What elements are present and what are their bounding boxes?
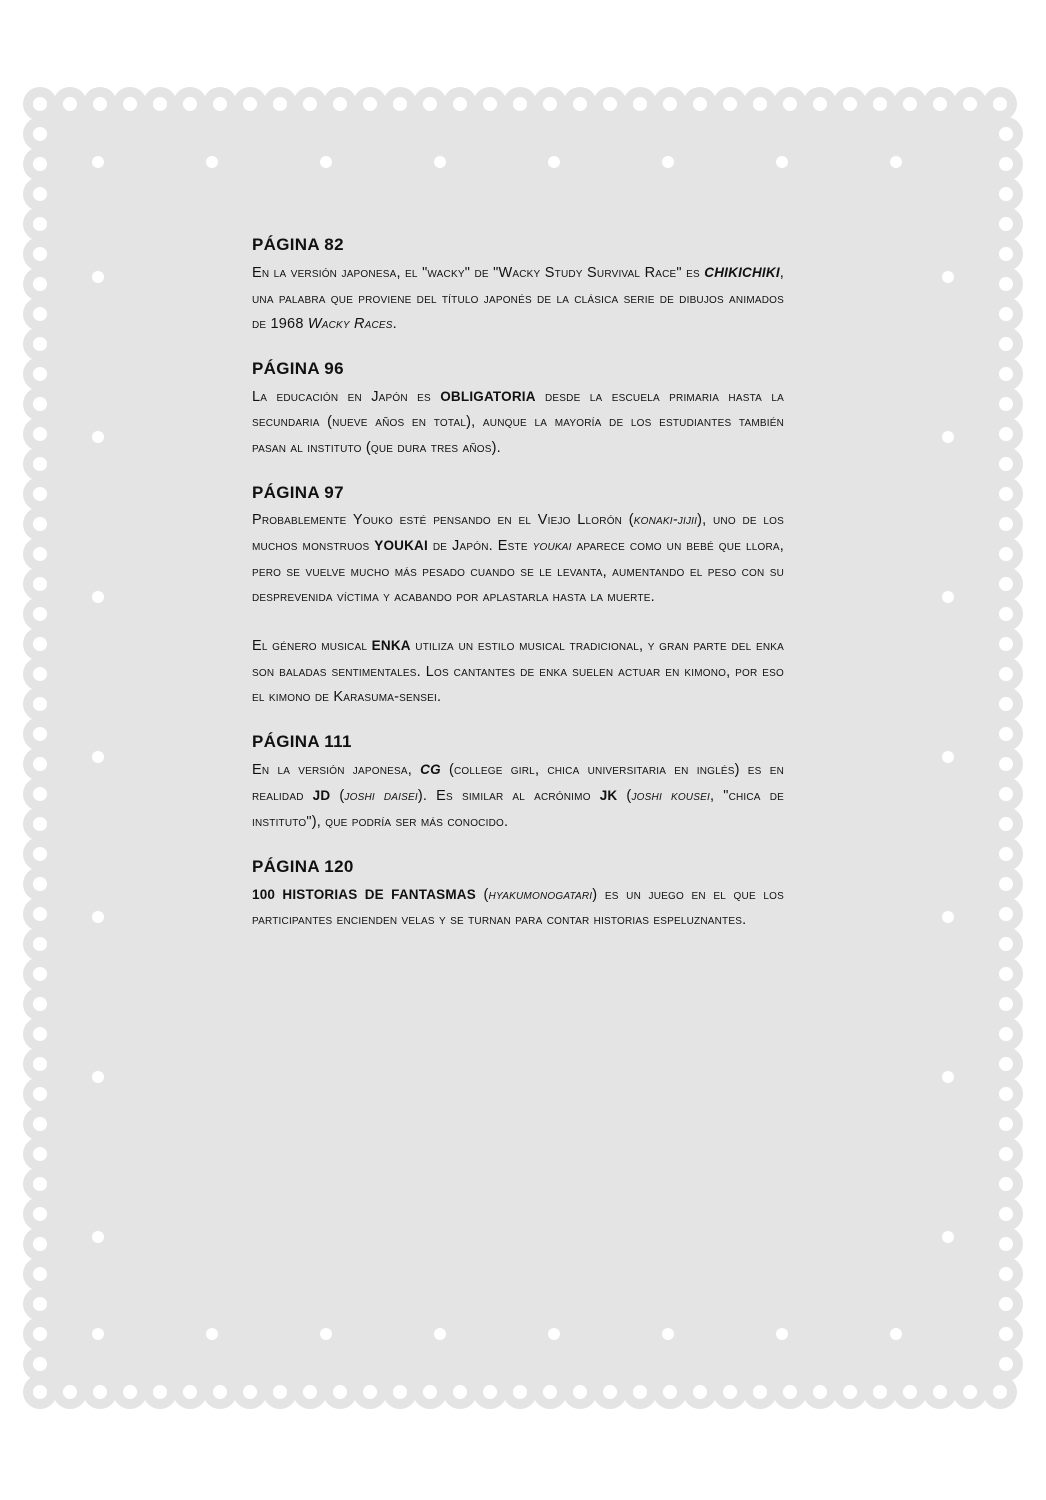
text-run: El género musical xyxy=(252,637,372,654)
eyelet-hole xyxy=(33,1327,47,1341)
text-run: , una palabra que proviene del título japonés de la clásica serie de dibujos animados de 1968 xyxy=(252,265,784,333)
eyelet-hole xyxy=(999,487,1013,501)
eyelet-hole xyxy=(33,727,47,741)
eyelet-hole xyxy=(942,431,954,443)
eyelet-hole xyxy=(999,667,1013,681)
note-section xyxy=(252,234,784,338)
eyelet-hole xyxy=(890,156,902,168)
eyelet-hole xyxy=(33,217,47,231)
eyelet-hole xyxy=(92,1231,104,1243)
eyelet-hole xyxy=(92,591,104,603)
eyelet-hole xyxy=(999,277,1013,291)
eyelet-hole xyxy=(999,607,1013,621)
eyelet-hole xyxy=(783,1385,797,1399)
eyelet-hole xyxy=(693,1385,707,1399)
section-heading: PÁGINA 82 xyxy=(252,235,344,254)
text-run: , "chica de instituto"), que podría ser más conocido. xyxy=(252,788,785,830)
eyelet-hole xyxy=(662,1328,674,1340)
text-run: desde la escuela primaria hasta la secundaria (nueve años en total), aunque la mayoría de los estudiantes también pasan al instituto (que dura tres años). xyxy=(252,388,784,456)
eyelet-hole xyxy=(33,997,47,1011)
eyelet-hole xyxy=(320,156,332,168)
eyelet-hole xyxy=(213,97,227,111)
eyelet-hole xyxy=(303,1385,317,1399)
eyelet-hole xyxy=(33,277,47,291)
eyelet-hole xyxy=(993,97,1007,111)
eyelet-hole xyxy=(813,1385,827,1399)
eyelet-hole xyxy=(776,1328,788,1340)
eyelet-hole xyxy=(843,97,857,111)
eyelet-hole xyxy=(33,337,47,351)
eyelet-hole xyxy=(543,97,557,111)
eyelet-hole xyxy=(999,547,1013,561)
eyelet-hole xyxy=(873,1385,887,1399)
eyelet-hole xyxy=(573,1385,587,1399)
eyelet-hole xyxy=(999,577,1013,591)
eyelet-hole xyxy=(243,1385,257,1399)
text-run: utiliza un estilo musical tradicional, y gran parte del enka son baladas sentimentales. Los cantantes de enka suelen actuar en kimono, por eso el kimono de Karasuma-sensei. xyxy=(252,637,784,706)
eyelet-hole xyxy=(942,271,954,283)
eyelet-hole xyxy=(753,97,767,111)
eyelet-hole xyxy=(999,337,1013,351)
eyelet-hole xyxy=(999,367,1013,381)
eyelet-hole xyxy=(153,1385,167,1399)
eyelet-hole xyxy=(33,97,47,111)
eyelet-hole xyxy=(453,97,467,111)
eyelet-hole xyxy=(33,247,47,261)
eyelet-hole xyxy=(123,97,137,111)
text-run: En la versión japonesa, xyxy=(252,761,421,778)
eyelet-hole xyxy=(33,667,47,681)
eyelet-hole xyxy=(33,757,47,771)
eyelet-hole xyxy=(999,1177,1013,1191)
text-run: ( xyxy=(617,788,632,805)
eyelet-hole xyxy=(93,97,107,111)
eyelet-hole xyxy=(999,187,1013,201)
section-heading: PÁGINA 96 xyxy=(252,358,344,378)
text-run: La educación en Japón es xyxy=(252,388,441,405)
eyelet-hole xyxy=(33,1297,47,1311)
eyelet-hole xyxy=(92,751,104,763)
emphasis-term: youkai xyxy=(532,538,572,555)
eyelet-hole xyxy=(320,1328,332,1340)
eyelet-hole xyxy=(999,937,1013,951)
eyelet-hole xyxy=(903,1385,917,1399)
emphasis-term: 100 HISTORIAS DE FANTASMAS xyxy=(252,886,476,902)
eyelet-hole xyxy=(33,907,47,921)
eyelet-hole xyxy=(33,1237,47,1251)
eyelet-hole xyxy=(999,1327,1013,1341)
eyelet-hole xyxy=(942,751,954,763)
eyelet-hole xyxy=(206,156,218,168)
eyelet-hole xyxy=(999,157,1013,171)
eyelet-hole xyxy=(33,967,47,981)
eyelet-hole xyxy=(33,1087,47,1101)
eyelet-hole xyxy=(999,457,1013,471)
eyelet-hole xyxy=(999,1147,1013,1161)
note-paragraph xyxy=(252,757,784,836)
section-heading: PÁGINA 97 xyxy=(252,482,344,502)
eyelet-hole xyxy=(999,307,1013,321)
eyelet-hole xyxy=(33,457,47,471)
section-heading: PÁGINA 111 xyxy=(252,731,352,751)
eyelet-hole xyxy=(213,1385,227,1399)
eyelet-hole xyxy=(753,1385,767,1399)
text-run: ), uno de los muchos monstruos xyxy=(252,511,785,555)
eyelet-hole xyxy=(33,187,47,201)
emphasis-term: YOUKAI xyxy=(374,538,428,554)
eyelet-hole xyxy=(393,97,407,111)
eyelet-hole xyxy=(243,97,257,111)
emphasis-term: konaki-jijii xyxy=(633,511,698,528)
eyelet-hole xyxy=(993,1385,1007,1399)
eyelet-hole xyxy=(963,97,977,111)
emphasis-term: Wacky Races xyxy=(307,316,393,333)
notes-content xyxy=(252,234,784,954)
eyelet-hole xyxy=(63,1385,77,1399)
eyelet-hole xyxy=(723,1385,737,1399)
eyelet-hole xyxy=(999,127,1013,141)
eyelet-hole xyxy=(92,271,104,283)
emphasis-term: CHIKICHIKI xyxy=(704,265,780,280)
eyelet-hole xyxy=(93,1385,107,1399)
eyelet-hole xyxy=(333,97,347,111)
eyelet-hole xyxy=(33,847,47,861)
eyelet-hole xyxy=(483,1385,497,1399)
eyelet-hole xyxy=(999,1027,1013,1041)
eyelet-hole xyxy=(33,517,47,531)
eyelet-hole xyxy=(548,156,560,168)
eyelet-hole xyxy=(873,97,887,111)
eyelet-hole xyxy=(153,97,167,111)
text-run: En la versión japonesa, el "wacky" de "Wacky Study Survival Race" es xyxy=(252,265,705,281)
eyelet-hole xyxy=(92,911,104,923)
emphasis-term: JK xyxy=(599,788,618,804)
note-paragraph xyxy=(252,384,784,462)
eyelet-hole xyxy=(33,487,47,501)
text-run: (college girl, chica universitaria en inglés) es en realidad xyxy=(252,761,784,805)
emphasis-term: hyakumonogatari xyxy=(488,886,593,903)
eyelet-hole xyxy=(999,1357,1013,1371)
eyelet-hole xyxy=(33,157,47,171)
eyelet-hole xyxy=(423,97,437,111)
text-run: de Japón. Este xyxy=(427,538,533,555)
eyelet-hole xyxy=(999,427,1013,441)
emphasis-term: CG xyxy=(420,761,441,777)
eyelet-hole xyxy=(363,1385,377,1399)
eyelet-hole xyxy=(999,217,1013,231)
eyelet-hole xyxy=(603,1385,617,1399)
eyelet-hole xyxy=(33,697,47,711)
eyelet-hole xyxy=(573,97,587,111)
eyelet-hole xyxy=(33,1147,47,1161)
eyelet-hole xyxy=(633,1385,647,1399)
note-section xyxy=(252,731,784,836)
note-section xyxy=(252,358,784,462)
eyelet-hole xyxy=(33,787,47,801)
emphasis-term: joshi kousei xyxy=(631,788,710,805)
eyelet-hole xyxy=(999,697,1013,711)
eyelet-hole xyxy=(999,997,1013,1011)
eyelet-hole xyxy=(513,97,527,111)
eyelet-hole xyxy=(33,877,47,891)
emphasis-term: joshi daisei xyxy=(344,788,418,805)
eyelet-hole xyxy=(723,97,737,111)
eyelet-hole xyxy=(33,1357,47,1371)
eyelet-hole xyxy=(999,1087,1013,1101)
eyelet-hole xyxy=(693,97,707,111)
note-paragraph xyxy=(252,882,784,934)
eyelet-hole xyxy=(999,1207,1013,1221)
eyelet-hole xyxy=(33,367,47,381)
eyelet-hole xyxy=(33,577,47,591)
eyelet-hole xyxy=(999,787,1013,801)
eyelet-hole xyxy=(999,397,1013,411)
eyelet-hole xyxy=(483,97,497,111)
text-run: ). Es similar al acrónimo xyxy=(417,788,600,805)
note-paragraph xyxy=(252,633,784,711)
eyelet-hole xyxy=(999,1297,1013,1311)
eyelet-hole xyxy=(434,156,446,168)
eyelet-hole xyxy=(273,97,287,111)
eyelet-hole xyxy=(434,1328,446,1340)
eyelet-hole xyxy=(999,817,1013,831)
eyelet-hole xyxy=(92,1071,104,1083)
eyelet-hole xyxy=(63,97,77,111)
eyelet-hole xyxy=(33,1057,47,1071)
eyelet-hole xyxy=(33,427,47,441)
note-section xyxy=(252,856,784,934)
eyelet-hole xyxy=(33,637,47,651)
eyelet-hole xyxy=(33,307,47,321)
eyelet-hole xyxy=(933,97,947,111)
section-heading: PÁGINA 120 xyxy=(252,856,354,876)
eyelet-hole xyxy=(92,1328,104,1340)
eyelet-hole xyxy=(942,911,954,923)
eyelet-hole xyxy=(92,156,104,168)
eyelet-hole xyxy=(33,607,47,621)
eyelet-hole xyxy=(333,1385,347,1399)
eyelet-hole xyxy=(183,1385,197,1399)
note-section xyxy=(252,482,784,711)
eyelet-hole xyxy=(999,757,1013,771)
eyelet-hole xyxy=(33,1027,47,1041)
text-run: Probablemente Youko esté pensando en el Viejo Llorón ( xyxy=(252,511,634,528)
eyelet-hole xyxy=(999,1237,1013,1251)
note-paragraph xyxy=(252,508,784,611)
eyelet-hole xyxy=(999,877,1013,891)
eyelet-hole xyxy=(33,1385,47,1399)
text-run: ) es un juego en el que los participantes encienden velas y se turnan para contar historias espeluznantes. xyxy=(252,886,784,929)
eyelet-hole xyxy=(999,247,1013,261)
eyelet-hole xyxy=(783,97,797,111)
text-run: ( xyxy=(330,788,345,805)
eyelet-hole xyxy=(999,1267,1013,1281)
eyelet-hole xyxy=(513,1385,527,1399)
emphasis-term: OBLIGATORIA xyxy=(440,388,536,404)
eyelet-hole xyxy=(633,97,647,111)
eyelet-hole xyxy=(603,97,617,111)
eyelet-hole xyxy=(33,1267,47,1281)
eyelet-hole xyxy=(999,517,1013,531)
eyelet-hole xyxy=(543,1385,557,1399)
eyelet-hole xyxy=(33,817,47,831)
eyelet-hole xyxy=(423,1385,437,1399)
text-run: . xyxy=(392,316,397,333)
text-run: ( xyxy=(475,886,489,903)
emphasis-term: JD xyxy=(312,788,331,804)
eyelet-hole xyxy=(33,127,47,141)
emphasis-term: ENKA xyxy=(371,637,411,653)
eyelet-hole xyxy=(273,1385,287,1399)
eyelet-hole xyxy=(843,1385,857,1399)
eyelet-hole xyxy=(942,591,954,603)
eyelet-hole xyxy=(662,156,674,168)
eyelet-hole xyxy=(933,1385,947,1399)
eyelet-hole xyxy=(33,937,47,951)
eyelet-hole xyxy=(903,97,917,111)
eyelet-hole xyxy=(33,547,47,561)
text-run: aparece como un bebé que llora, pero se vuelve mucho más pesado cuando se le levanta, aumentando el peso con su desprevenida víctima y acabando por aplastarla hasta la muerte. xyxy=(252,538,784,606)
eyelet-hole xyxy=(999,1117,1013,1131)
eyelet-hole xyxy=(942,1231,954,1243)
eyelet-hole xyxy=(123,1385,137,1399)
eyelet-hole xyxy=(33,397,47,411)
eyelet-hole xyxy=(663,97,677,111)
eyelet-hole xyxy=(92,431,104,443)
eyelet-hole xyxy=(999,847,1013,861)
eyelet-hole xyxy=(999,637,1013,651)
eyelet-hole xyxy=(963,1385,977,1399)
eyelet-hole xyxy=(33,1117,47,1131)
eyelet-hole xyxy=(663,1385,677,1399)
eyelet-hole xyxy=(890,1328,902,1340)
eyelet-hole xyxy=(999,1057,1013,1071)
eyelet-hole xyxy=(813,97,827,111)
eyelet-hole xyxy=(183,97,197,111)
eyelet-hole xyxy=(363,97,377,111)
eyelet-hole xyxy=(33,1177,47,1191)
eyelet-hole xyxy=(206,1328,218,1340)
eyelet-hole xyxy=(453,1385,467,1399)
eyelet-hole xyxy=(999,967,1013,981)
eyelet-hole xyxy=(942,1071,954,1083)
eyelet-hole xyxy=(393,1385,407,1399)
eyelet-hole xyxy=(999,727,1013,741)
eyelet-hole xyxy=(303,97,317,111)
eyelet-hole xyxy=(548,1328,560,1340)
eyelet-hole xyxy=(999,907,1013,921)
eyelet-hole xyxy=(776,156,788,168)
eyelet-hole xyxy=(33,1207,47,1221)
note-paragraph xyxy=(252,260,784,338)
